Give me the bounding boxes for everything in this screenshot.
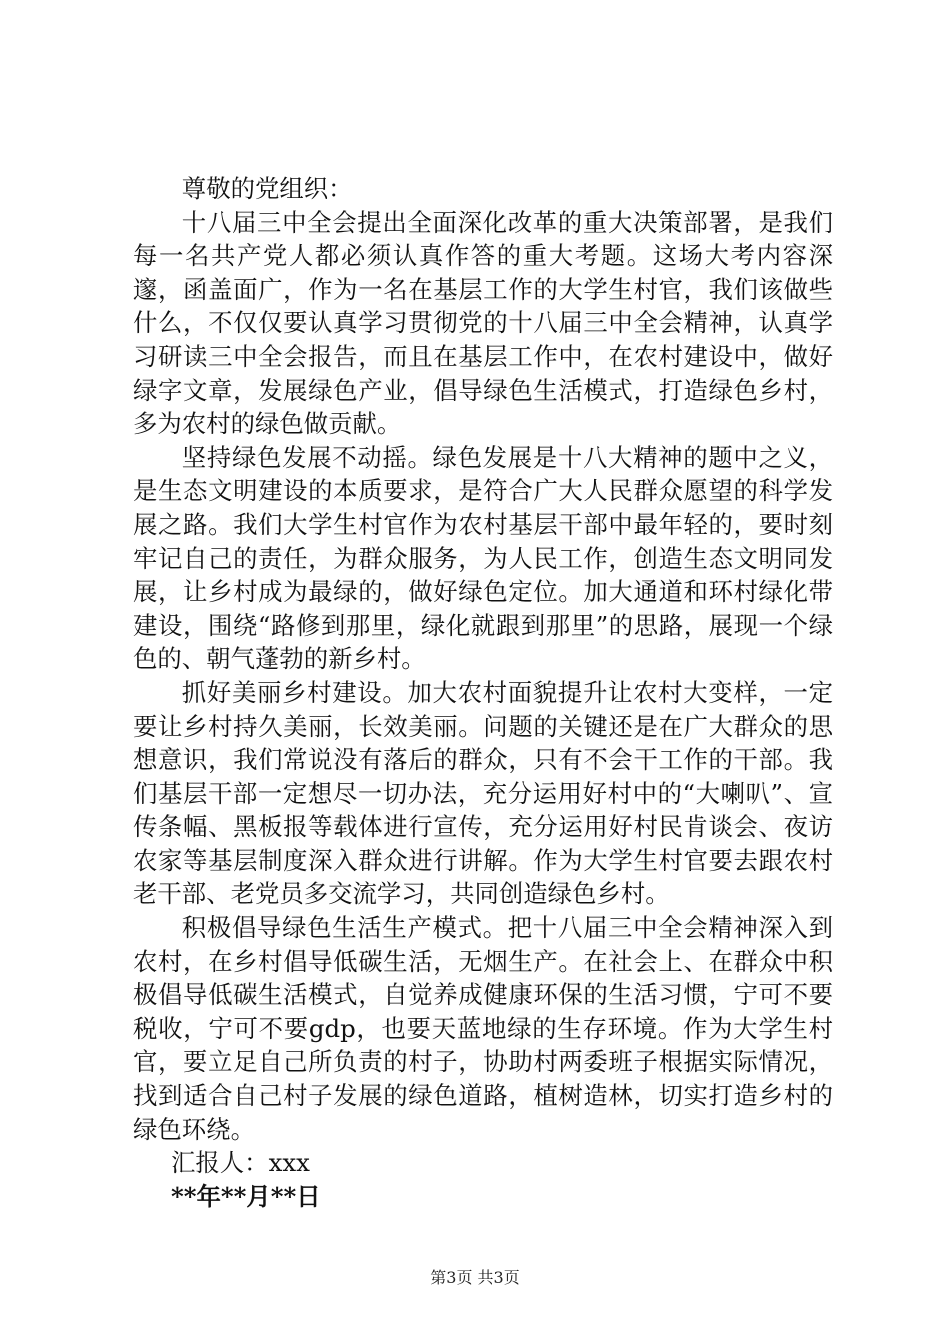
page-footer: 第3页 共3页 [430, 1268, 520, 1287]
document-body [133, 172, 833, 1213]
date-line: **年**月**日 [171, 1181, 321, 1211]
paragraph-intro: 十八届三中全会提出全面深化改革的重大决策部署，是我们每一名共产党人都必须认真作答的重大考题。这场大考内容深邃，函盖面广，作为一名在基层工作的大学生村官，我们该做些什么，不仅仅要认真学习贯彻党的十八届三中全会精神，认真学习研读三中全会报告，而且在基层工作中，在农村建设中，做好绿字文章，发展绿色产业，倡导绿色生活模式，打造绿色乡村，多为农村的绿色做贡献。 [133, 207, 833, 439]
salutation: 尊敬的党组织： [181, 174, 353, 203]
paragraph-beautiful-village: 抓好美丽乡村建设。加大农村面貌提升让农村大变样，一定要让乡村持久美丽，长效美丽。问题的关键还是在广大群众的思想意识，我们常说没有落后的群众，只有不会干工作的干部。我们基层干部一定想尽一切办法，充分运用好村中的“大喇叭”、宣传条幅、黑板报等载体进行宣传，充分运用好村民肯谈会、夜访农家等基层制度深入群众进行讲解。作为大学生村官要去跟农村老干部、老党员多交流学习，共同创造绿色乡村。 [133, 677, 833, 909]
paragraph-green-lifestyle: 积极倡导绿色生活生产模式。把十八届三中全会精神深入到农村，在乡村倡导低碳生活，无烟生产。在社会上、在群众中积极倡导低碳生活模式，自觉养成健康环保的生活习惯，宁可不要税收，宁可不要gdp，也要天蓝地绿的生存环境。作为大学生村官，要立足自己所负责的村子，协助村两委班子根据实际情况，找到适合自己村子发展的绿色道路，植树造林，切实打造乡村的绿色环绕。 [133, 913, 833, 1144]
reporter-line: 汇报人：xxx [171, 1148, 310, 1178]
paragraph-green-development: 坚持绿色发展不动摇。绿色发展是十八大精神的题中之义，是生态文明建设的本质要求，是符合广大人民群众愿望的科学发展之路。我们大学生村官作为农村基层干部中最年轻的，要时刻牢记自己的责任，为群众服务，为人民工作，创造生态文明同发展，让乡村成为最绿的，做好绿色定位。加大通道和环村绿化带建设，围绕“路修到那里，绿化就跟到那里”的思路，展现一个绿色的、朝气蓬勃的新乡村。 [133, 442, 833, 674]
